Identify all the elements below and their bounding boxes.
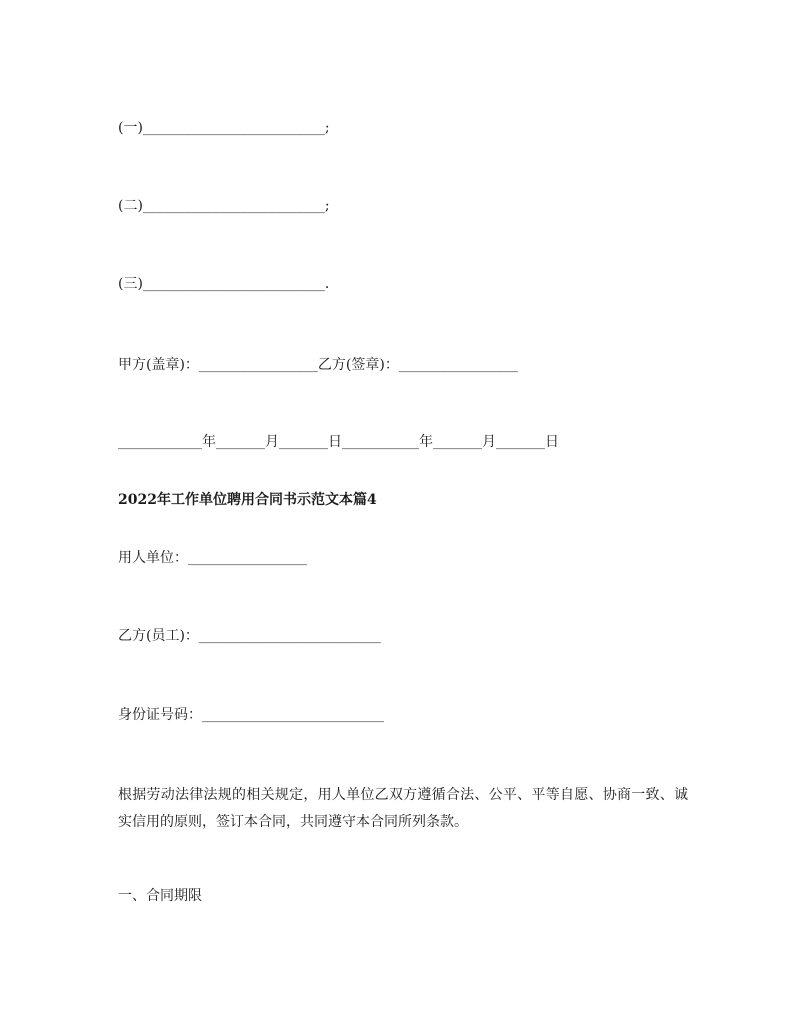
list-item-2: (二)__________________________; bbox=[118, 198, 330, 214]
section-heading: 2022年工作单位聘用合同书示范文本篇4 bbox=[118, 492, 377, 508]
list-item-1: (一)__________________________; bbox=[118, 120, 330, 136]
clause-title: 一、合同期限 bbox=[118, 888, 202, 904]
signature-line: 甲方(盖章)：_________________乙方(签章)：_________________ bbox=[118, 357, 518, 373]
date-line: ____________年_______月_______日___________年_______月_______日 bbox=[118, 434, 559, 450]
party-b-field: 乙方(员工)：__________________________ bbox=[118, 628, 381, 644]
list-item-3: (三)__________________________. bbox=[118, 276, 330, 292]
id-number-field: 身份证号码：__________________________ bbox=[118, 707, 384, 723]
employer-field: 用人单位：_________________ bbox=[118, 550, 307, 566]
intro-paragraph: 根据劳动法律法规的相关规定，用人单位乙双方遵循合法、公平、平等自愿、协商一致、诚实信用的原则，签订本合同，共同遵守本合同所列条款。 bbox=[118, 787, 688, 830]
